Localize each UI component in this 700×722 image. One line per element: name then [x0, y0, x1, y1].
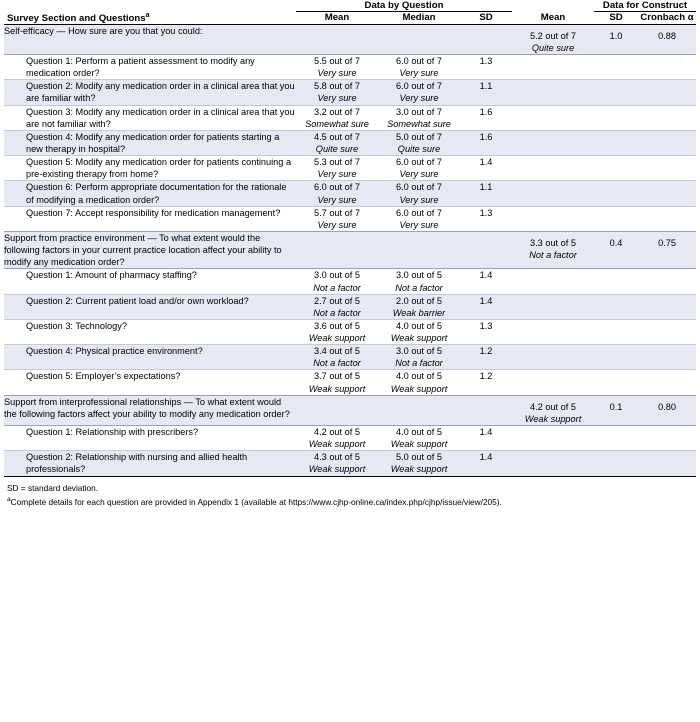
question-text: Question 2: Relationship with nursing and allied health professionals?	[4, 451, 296, 476]
question-text: Question 2: Modify any medication order in a clinical area that you are familiar with?	[4, 80, 296, 105]
question-empty-cronbach	[638, 294, 696, 319]
question-empty-cronbach	[638, 269, 696, 294]
question-median-cell	[378, 370, 460, 395]
question-mean-value: 3.6 out of 5	[314, 320, 360, 331]
section-empty-mean	[296, 231, 378, 268]
question-median-descriptor: Weak support	[390, 439, 448, 450]
question-mean-value: 5.8 out of 7	[314, 81, 360, 92]
question-mean-value: 4.5 out of 7	[314, 131, 360, 142]
question-empty-construct-sd	[594, 319, 638, 344]
question-sd-cell: 1.4	[460, 156, 512, 181]
question-median-value: 6.0 out of 7	[396, 81, 442, 92]
question-sd-cell: 1.1	[460, 181, 512, 206]
section-empty-mean	[296, 395, 378, 425]
question-median-cell	[378, 345, 460, 370]
question-mean-descriptor: Quite sure	[315, 143, 359, 154]
question-text: Question 5: Employer’s expectations?	[4, 370, 296, 395]
question-median-descriptor: Weak support	[390, 383, 448, 394]
section-row	[4, 24, 696, 54]
question-empty-construct-mean	[512, 206, 594, 231]
question-sd-cell: 1.3	[479, 55, 493, 66]
question-empty-cronbach	[638, 54, 696, 79]
column-header-sd: SD	[460, 12, 512, 25]
question-mean-cell	[296, 269, 378, 294]
question-mean-cell	[296, 206, 378, 231]
question-mean-descriptor: Not a factor	[313, 307, 361, 318]
question-empty-construct-sd	[594, 156, 638, 181]
question-mean-cell	[296, 130, 378, 155]
question-median-descriptor: Very sure	[399, 169, 439, 180]
question-sd-cell: 1.4	[460, 294, 512, 319]
question-empty-construct-mean	[512, 156, 594, 181]
question-empty-construct-sd	[594, 206, 638, 231]
cronbach-alpha-cell: 0.80	[638, 395, 696, 425]
question-median-cell	[378, 206, 460, 231]
section-empty-sd	[460, 395, 512, 425]
question-median-value: 5.0 out of 7	[396, 131, 442, 142]
construct-mean-value: 3.3 out of 5	[530, 237, 576, 248]
question-mean-value: 4.3 out of 5	[314, 452, 360, 463]
group-header-row	[4, 0, 696, 12]
question-median-descriptor: Not a factor	[395, 358, 443, 369]
cronbach-alpha-cell: 0.75	[638, 231, 696, 268]
question-empty-construct-mean	[512, 80, 594, 105]
question-empty-cronbach	[638, 319, 696, 344]
column-header-question	[4, 12, 296, 25]
question-text: Question 1: Perform a patient assessment to modify any medication order?	[26, 55, 255, 79]
column-header-construct-mean: Mean	[512, 12, 594, 25]
question-empty-construct-mean	[512, 269, 594, 294]
question-empty-cronbach	[638, 426, 696, 451]
question-mean-value: 5.7 out of 7	[314, 207, 360, 218]
column-header-construct-sd: SD	[594, 12, 638, 25]
question-mean-value: 3.7 out of 5	[314, 371, 360, 382]
section-empty-median	[378, 395, 460, 425]
question-mean-cell	[296, 294, 378, 319]
question-empty-cronbach	[638, 105, 696, 130]
question-median-value: 2.0 out of 5	[396, 295, 442, 306]
question-mean-descriptor: Very sure	[317, 194, 357, 205]
question-mean-cell	[296, 451, 378, 476]
question-mean-descriptor: Very sure	[317, 68, 357, 79]
question-median-value: 4.0 out of 5	[396, 371, 442, 382]
question-mean-value: 6.0 out of 7	[314, 182, 360, 193]
question-mean-cell	[296, 105, 378, 130]
question-median-cell	[378, 294, 460, 319]
question-median-descriptor: Quite sure	[397, 143, 441, 154]
question-empty-construct-sd	[594, 370, 638, 395]
table-row	[4, 54, 696, 79]
question-median-cell	[378, 130, 460, 155]
column-header-cronbach: Cronbach α	[638, 12, 696, 25]
section-empty-sd	[460, 231, 512, 268]
question-median-value: 3.0 out of 5	[396, 346, 442, 357]
section-empty-mean	[296, 24, 378, 54]
question-median-cell	[378, 426, 460, 451]
question-median-cell	[378, 451, 460, 476]
construct-mean-value: 5.2 out of 7	[530, 30, 576, 41]
construct-mean-descriptor: Weak support	[524, 413, 582, 424]
footnote-appendix	[7, 495, 694, 508]
question-median-cell	[378, 319, 460, 344]
question-empty-cronbach	[638, 345, 696, 370]
group-header-data-for-construct: Data for Construct	[594, 0, 696, 12]
question-mean-descriptor: Weak support	[308, 439, 366, 450]
question-median-cell	[378, 54, 460, 79]
question-sd-cell: 1.4	[479, 270, 493, 281]
question-median-cell	[378, 80, 460, 105]
question-mean-value: 3.4 out of 5	[314, 346, 360, 357]
question-median-descriptor: Weak support	[390, 464, 448, 475]
question-sd-cell: 1.4	[479, 427, 493, 438]
construct-mean-cell	[512, 24, 594, 54]
question-mean-descriptor: Somewhat sure	[305, 118, 369, 129]
question-median-cell	[378, 181, 460, 206]
table-row	[4, 105, 696, 130]
question-sd-cell: 1.2	[460, 370, 512, 395]
question-sd-cell: 1.4	[460, 451, 512, 476]
question-sd-cell: 1.3	[460, 206, 512, 231]
question-mean-value: 3.0 out of 5	[314, 270, 360, 281]
question-empty-construct-sd	[594, 451, 638, 476]
question-median-cell	[378, 156, 460, 181]
question-text: Question 6: Perform appropriate documentation for the rationale of modifying a medication order?	[4, 181, 296, 206]
column-header-row	[4, 12, 696, 25]
question-text: Question 1: Relationship with prescribers?	[26, 427, 199, 438]
question-sd-cell: 1.6	[460, 105, 512, 130]
construct-sd-cell: 1.0	[594, 24, 638, 54]
question-mean-descriptor: Not a factor	[313, 358, 361, 369]
construct-mean-descriptor: Quite sure	[531, 42, 575, 53]
question-empty-construct-sd	[594, 426, 638, 451]
question-mean-cell	[296, 345, 378, 370]
section-row	[4, 231, 696, 268]
question-median-descriptor: Very sure	[399, 194, 439, 205]
question-empty-construct-sd	[594, 105, 638, 130]
question-mean-value: 5.3 out of 7	[314, 157, 360, 168]
table-row	[4, 181, 696, 206]
question-mean-descriptor: Very sure	[317, 219, 357, 230]
cronbach-alpha-cell: 0.88	[638, 24, 696, 54]
question-mean-cell	[296, 54, 378, 79]
question-empty-construct-mean	[512, 319, 594, 344]
question-mean-cell	[296, 370, 378, 395]
question-text: Question 5: Modify any medication order for patients continuing a pre-existing therapy from home?	[4, 156, 296, 181]
section-title: Support from practice environment — To what extent would the following factors in your current practice location affect your ability to modify any medication order?	[4, 231, 296, 268]
question-median-cell	[378, 105, 460, 130]
construct-mean-value: 4.2 out of 5	[530, 401, 576, 412]
question-median-value: 6.0 out of 7	[396, 207, 442, 218]
question-mean-cell	[296, 80, 378, 105]
question-empty-construct-mean	[512, 54, 594, 79]
question-empty-construct-mean	[512, 105, 594, 130]
question-mean-descriptor: Weak support	[308, 333, 366, 344]
question-text: Question 4: Modify any medication order for patients starting a new therapy in hospital?	[4, 130, 296, 155]
construct-mean-cell	[512, 395, 594, 425]
question-median-value: 4.0 out of 5	[396, 427, 442, 438]
question-sd-cell: 1.6	[460, 130, 512, 155]
construct-mean-descriptor: Not a factor	[529, 250, 577, 261]
question-empty-cronbach	[638, 80, 696, 105]
question-sd-cell: 1.3	[460, 319, 512, 344]
question-text: Question 7: Accept responsibility for medication management?	[4, 206, 296, 231]
construct-mean-cell	[512, 231, 594, 268]
question-mean-descriptor: Not a factor	[313, 282, 361, 293]
group-header-spacer	[4, 0, 296, 12]
question-text: Question 1: Amount of pharmacy staffing?	[26, 270, 197, 281]
table-row	[4, 426, 696, 451]
table-row	[4, 130, 696, 155]
section-empty-sd	[460, 24, 512, 54]
table-row	[4, 370, 696, 395]
question-median-value: 6.0 out of 7	[396, 55, 442, 66]
group-header-gap	[512, 0, 594, 12]
question-mean-value: 4.2 out of 5	[314, 427, 360, 438]
table-body	[4, 24, 696, 475]
question-mean-value: 3.2 out of 7	[314, 106, 360, 117]
question-text: Question 3: Technology?	[4, 319, 296, 344]
table-row	[4, 156, 696, 181]
question-empty-cronbach	[638, 451, 696, 476]
question-empty-construct-mean	[512, 426, 594, 451]
table-row	[4, 80, 696, 105]
question-median-descriptor: Weak barrier	[392, 307, 446, 318]
group-header-data-by-question: Data by Question	[296, 0, 512, 12]
question-mean-descriptor: Weak support	[308, 383, 366, 394]
question-empty-construct-mean	[512, 130, 594, 155]
column-header-question-label: Survey Section and Questions	[7, 12, 146, 24]
table-row	[4, 206, 696, 231]
section-row	[4, 395, 696, 425]
question-median-descriptor: Somewhat sure	[387, 118, 451, 129]
section-empty-median	[378, 231, 460, 268]
question-median-value: 6.0 out of 7	[396, 157, 442, 168]
question-empty-construct-mean	[512, 451, 594, 476]
question-mean-descriptor: Very sure	[317, 93, 357, 104]
question-median-descriptor: Weak support	[390, 333, 448, 344]
question-empty-construct-sd	[594, 269, 638, 294]
question-empty-construct-mean	[512, 370, 594, 395]
question-mean-descriptor: Weak support	[308, 464, 366, 475]
section-title: Support from interprofessional relationships — To what extent would the following factors affect your ability to modify any medication order?	[4, 395, 296, 425]
question-mean-value: 5.5 out of 7	[314, 55, 360, 66]
table-row	[4, 319, 696, 344]
question-text: Question 4: Physical practice environment?	[4, 345, 296, 370]
question-empty-construct-sd	[594, 54, 638, 79]
question-mean-cell	[296, 156, 378, 181]
question-empty-construct-mean	[512, 345, 594, 370]
question-sd-cell: 1.2	[460, 345, 512, 370]
question-median-value: 3.0 out of 7	[396, 106, 442, 117]
table-row	[4, 451, 696, 476]
question-median-value: 3.0 out of 5	[396, 270, 442, 281]
question-empty-construct-mean	[512, 294, 594, 319]
column-header-mean: Mean	[296, 12, 378, 25]
question-empty-construct-sd	[594, 130, 638, 155]
footnote-superscript: a	[7, 495, 11, 503]
column-header-median: Median	[378, 12, 460, 25]
construct-sd-cell: 0.1	[594, 395, 638, 425]
question-mean-cell	[296, 426, 378, 451]
construct-sd-cell: 0.4	[594, 231, 638, 268]
table-head	[4, 0, 696, 24]
question-empty-construct-mean	[512, 181, 594, 206]
question-empty-cronbach	[638, 130, 696, 155]
question-empty-cronbach	[638, 181, 696, 206]
question-empty-cronbach	[638, 156, 696, 181]
question-mean-cell	[296, 319, 378, 344]
footnote-abbreviation: SD = standard deviation.	[7, 482, 99, 493]
question-median-descriptor: Very sure	[399, 68, 439, 79]
question-empty-construct-sd	[594, 80, 638, 105]
table-row	[4, 269, 696, 294]
footnote-appendix-text: Complete details for each question are provided in Appendix 1 (available at https://www.cjhp-online.ca/index.php/cjhp/issue/view/205).	[10, 496, 502, 507]
question-empty-construct-sd	[594, 345, 638, 370]
question-empty-construct-sd	[594, 181, 638, 206]
question-median-cell	[378, 269, 460, 294]
question-median-value: 6.0 out of 7	[396, 182, 442, 193]
question-mean-cell	[296, 181, 378, 206]
question-text: Question 3: Modify any medication order in a clinical area that you are not familiar with?	[4, 105, 296, 130]
question-mean-value: 2.7 out of 5	[314, 295, 360, 306]
table-footnotes	[4, 477, 696, 508]
question-median-value: 5.0 out of 5	[396, 452, 442, 463]
question-mean-descriptor: Very sure	[317, 169, 357, 180]
question-empty-cronbach	[638, 370, 696, 395]
column-header-question-superscript: a	[145, 11, 150, 19]
question-median-descriptor: Not a factor	[395, 282, 443, 293]
question-median-value: 4.0 out of 5	[396, 320, 442, 331]
question-median-descriptor: Very sure	[399, 93, 439, 104]
question-empty-cronbach	[638, 206, 696, 231]
table-row	[4, 294, 696, 319]
question-sd-cell: 1.1	[460, 80, 512, 105]
survey-results-table	[4, 0, 696, 476]
question-text: Question 2: Current patient load and/or own workload?	[4, 294, 296, 319]
section-title: Self-efficacy — How sure are you that you could:	[4, 24, 296, 54]
section-empty-median	[378, 24, 460, 54]
question-median-descriptor: Very sure	[399, 219, 439, 230]
table-row	[4, 345, 696, 370]
question-empty-construct-sd	[594, 294, 638, 319]
